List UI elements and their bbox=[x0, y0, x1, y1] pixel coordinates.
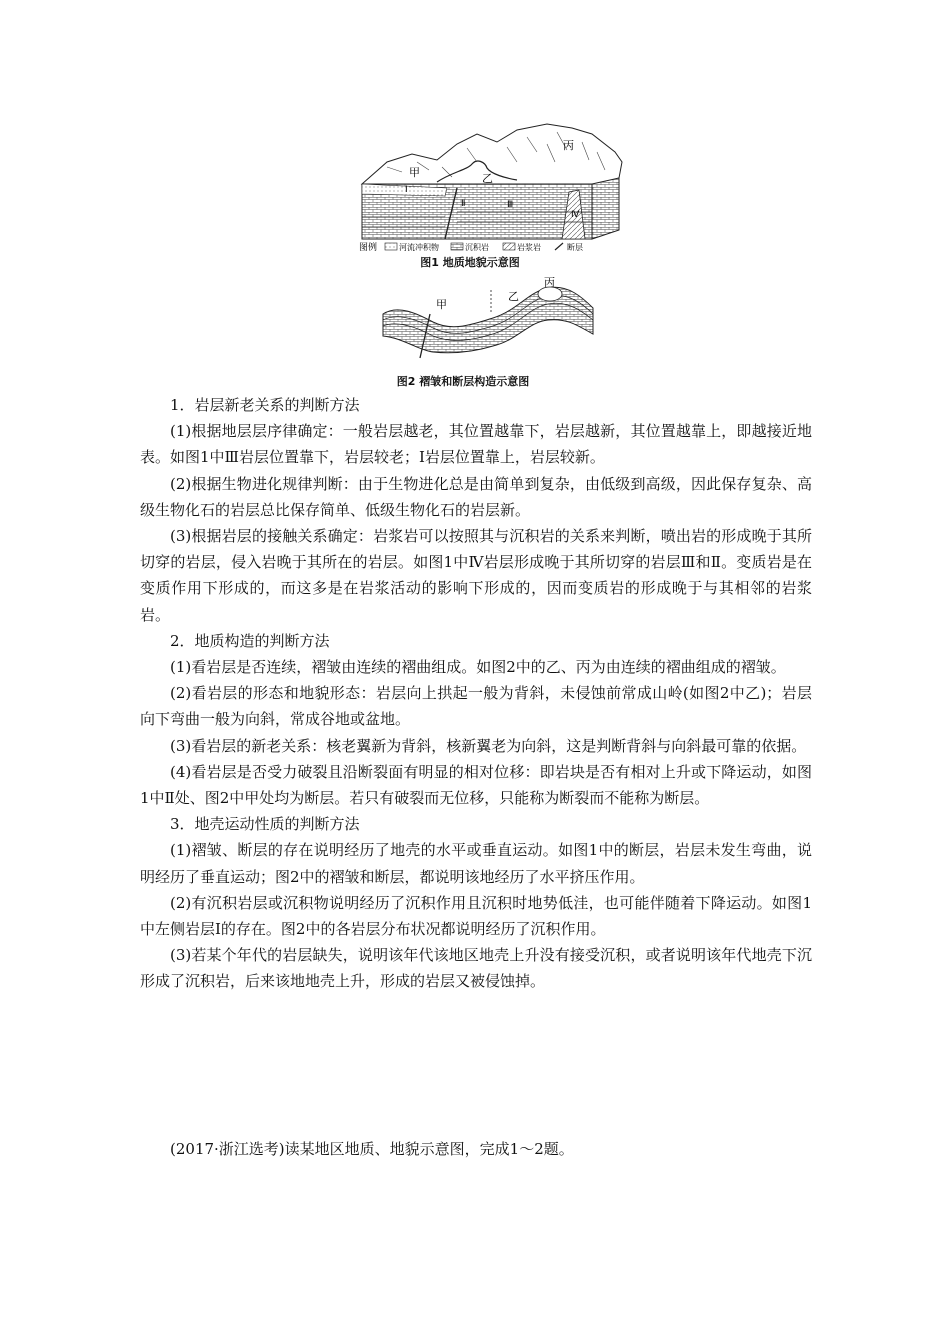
question-intro: (2017·浙江选考)读某地区地质、地貌示意图，完成1～2题。 bbox=[170, 1140, 574, 1158]
label-r3: Ⅲ bbox=[507, 200, 514, 210]
figure-1-caption: 图1 地质地貌示意图 bbox=[420, 256, 520, 269]
heading-2: 2．地质构造的判断方法 bbox=[170, 631, 330, 650]
paragraph: (4)看岩层是否受力破裂且沿断裂面有明显的相对位移：即岩块是否有相对上升或下降运动，如图1中Ⅱ处、图2中甲处均为断层。若只有破裂而无位移，只能称为断裂而不能称为断层。 bbox=[140, 762, 812, 808]
label-jia: 甲 bbox=[409, 166, 420, 179]
anticline-core bbox=[538, 287, 562, 301]
heading-3: 3．地壳运动性质的判断方法 bbox=[170, 815, 360, 834]
legend-item-sedimentary: 沉积岩 bbox=[465, 243, 489, 252]
legend-item-alluvial: 河流冲积物 bbox=[399, 243, 439, 252]
paragraph: (2)根据生物进化规律判断：由于生物进化总是由简单到复杂，由低级到高级，因此保存复杂、高级生物化石的岩层总比保存简单、低级生物化石的岩层新。 bbox=[140, 474, 812, 519]
paragraph: (2)看岩层的形态和地貌形态：岩层向上拱起一般为背斜，未侵蚀前常成山岭(如图2中乙)；岩层向下弯曲一般为向斜，常成谷地或盆地。 bbox=[140, 684, 812, 729]
paragraph: (2)有沉积岩层或沉积物说明经历了沉积作用且沉积时地势低洼，也可能伴随着下降运动。如图1中左侧岩层Ⅰ的存在。图2中的各岩层分布状况都说明经历了沉积作用。 bbox=[140, 893, 812, 939]
paragraph: (1)根据地层层序律确定：一般岩层越老，其位置越靠下，岩层越新，其位置越靠上，即越接近地表。如图1中Ⅲ岩层位置靠下，岩层较老；Ⅰ岩层位置靠上，岩层较新。 bbox=[140, 422, 812, 467]
label-yi: 乙 bbox=[482, 172, 493, 185]
legend-item-fault: 断层 bbox=[567, 243, 583, 252]
paragraph: (1)褶皱、断层的存在说明经历了地壳的水平或垂直运动。如图1中的断层，岩层未发生弯曲，说明经历了垂直运动；图2中的褶皱和断层，都说明该地经历了水平挤压作用。 bbox=[140, 841, 812, 886]
body-text bbox=[140, 392, 812, 995]
label-bing-2: 丙 bbox=[544, 276, 555, 289]
paragraph: (3)看岩层的新老关系：核老翼新为背斜，核新翼老为向斜，这是判断背斜与向斜最可靠的依据。 bbox=[170, 736, 807, 755]
legend-item-magmatic: 岩浆岩 bbox=[517, 243, 541, 252]
legend-title: 图例 bbox=[359, 243, 378, 253]
label-r2: Ⅱ bbox=[461, 199, 466, 209]
label-r4: Ⅳ bbox=[571, 210, 580, 220]
paragraph: (3)若某个年代的岩层缺失，说明该年代该地区地壳上升没有接受沉积，或者说明该年代地壳下沉形成了沉积岩，后来该地地壳上升，形成的岩层又被侵蚀掉。 bbox=[140, 946, 812, 991]
heading-1: 1．岩层新老关系的判断方法 bbox=[170, 396, 360, 414]
figure-2-caption: 图2 褶皱和断层构造示意图 bbox=[396, 375, 530, 388]
block-side bbox=[592, 178, 619, 239]
figure-1-diagram bbox=[357, 122, 629, 267]
paragraph: (1)看岩层是否连续，褶皱由连续的褶曲组成。如图2中的乙、丙为由连续的褶曲组成的褶皱。 bbox=[170, 658, 786, 677]
paragraph: (3)根据岩层的接触关系确定：岩浆岩可以按照其与沉积岩的关系来判断，喷出岩的形成晚于其所切穿的岩层，侵入岩晚于其所在的岩层。如图1中Ⅳ岩层形成晚于其所切穿的岩层Ⅲ和Ⅱ。变质岩是在变质作用下形成的，而这多是在岩浆活动的影响下形成的，因而变质岩的形成晚于与其相邻的岩浆岩。 bbox=[140, 527, 812, 624]
label-yi-2: 乙 bbox=[508, 290, 519, 303]
figure-2-diagram bbox=[378, 274, 598, 382]
label-r1: Ⅰ bbox=[405, 185, 408, 195]
label-jia-2: 甲 bbox=[436, 298, 447, 311]
label-bing: 丙 bbox=[563, 139, 574, 152]
